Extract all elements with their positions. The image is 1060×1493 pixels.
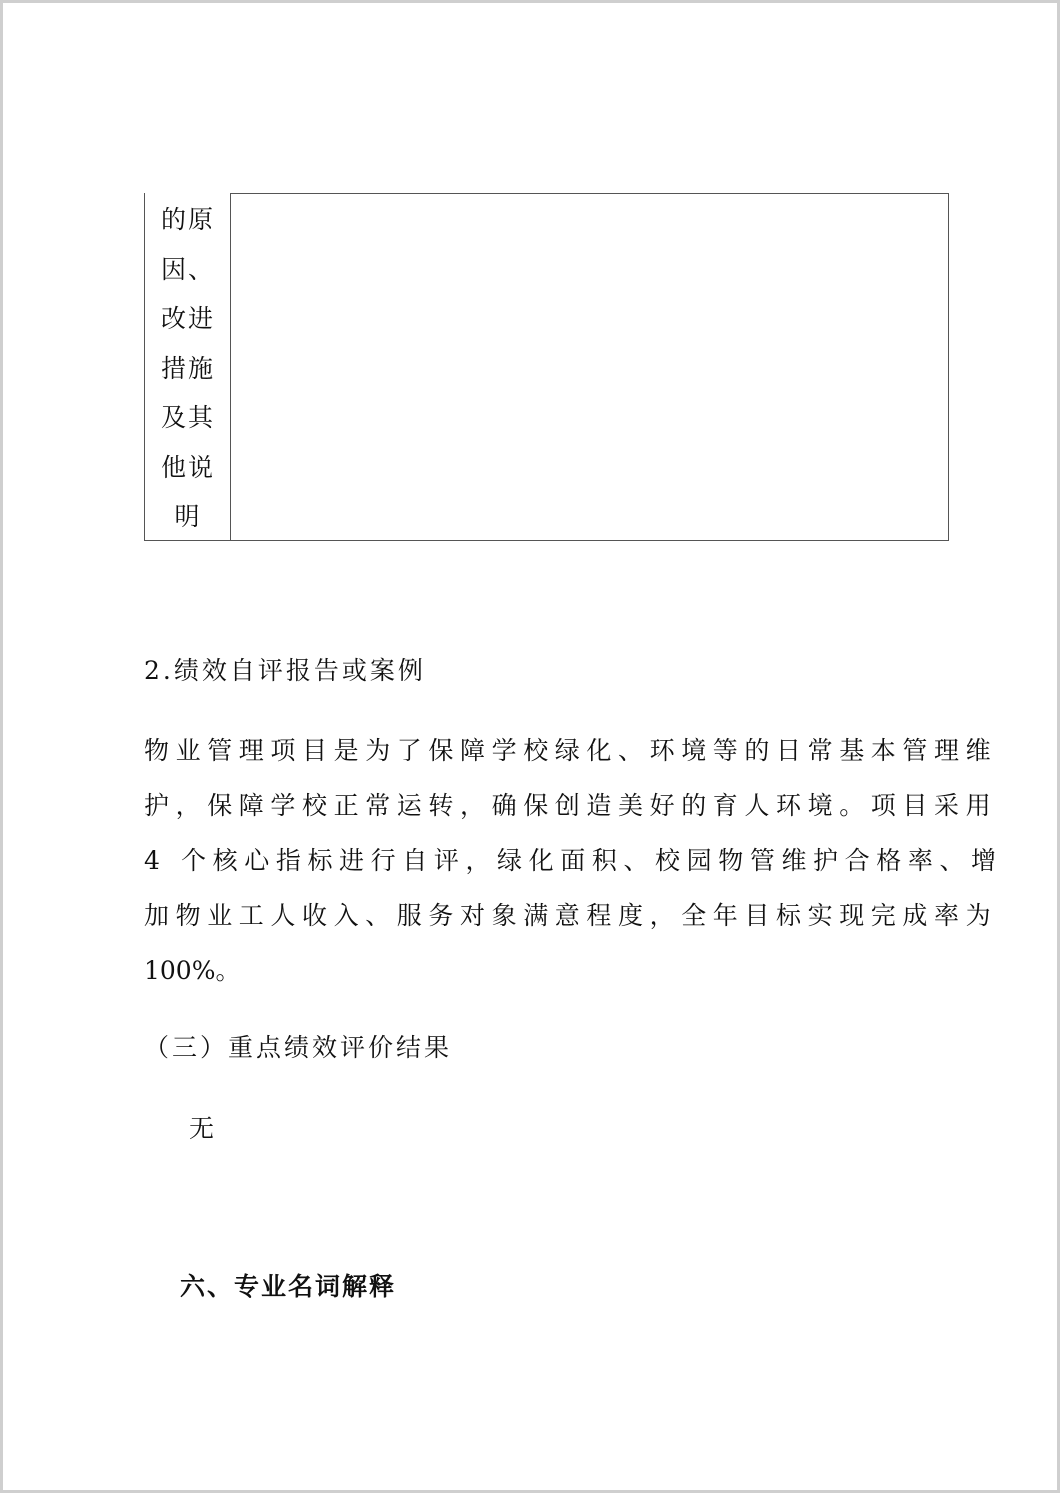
label-line: 及其 — [160, 403, 215, 432]
report-heading: 2.绩效自评报告或案例 — [144, 656, 426, 685]
explanation-table — [144, 193, 949, 541]
paragraph-line: 4 个核心指标进行自评，绿化面积、校园物管维护合格率、增 — [144, 846, 1003, 875]
label-line: 改进 — [160, 304, 215, 333]
label-line: 的原 — [160, 205, 215, 234]
key-evaluation-text: 无 — [189, 1114, 215, 1143]
paragraph-line: 100%。 — [144, 956, 241, 985]
table-content-cell — [231, 193, 948, 540]
section-heading: 六、专业名词解释 — [180, 1272, 397, 1301]
table-label-cell — [145, 193, 231, 540]
label-line: 他说 — [160, 453, 215, 482]
paragraph-line: 护，保障学校正常运转，确保创造美好的育人环境。项目采用 — [144, 791, 998, 820]
key-evaluation-heading: （三）重点绩效评价结果 — [144, 1033, 453, 1062]
label-line: 因、 — [160, 255, 215, 284]
paragraph-line: 物业管理项目是为了保障学校绿化、环境等的日常基本管理维 — [144, 736, 998, 765]
paragraph-line: 加物业工人收入、服务对象满意程度，全年目标实现完成率为 — [144, 901, 998, 930]
label-line: 措施 — [160, 354, 215, 383]
label-line: 明 — [174, 502, 202, 531]
